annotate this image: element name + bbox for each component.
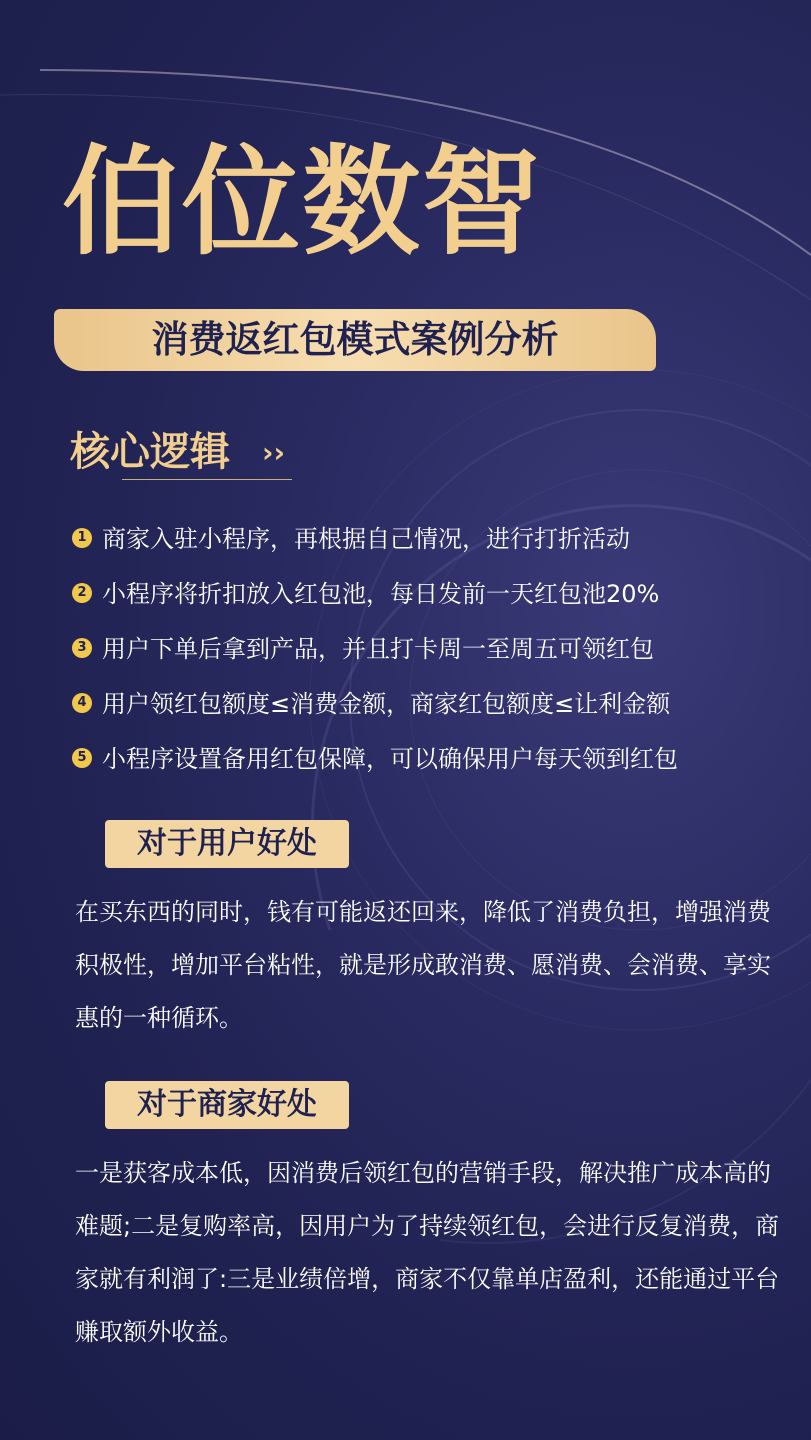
logic-item [70, 518, 790, 573]
logic-item [70, 573, 790, 628]
number-badge-icon: 3 [72, 638, 92, 658]
merchant-benefit-text: 一是获客成本低，因消费后领红包的营销手段，解决推广成本高的难题;二是复购率高，因用户为了持续领红包，会进行反复消费，商家就有利润了:三是业绩倍增，商家不仅靠单店盈利，还能通过平台赚取额外收益。 [75, 1159, 780, 1346]
number-badge-icon: 5 [72, 748, 92, 768]
core-logic-list [70, 518, 790, 793]
subtitle-text: 消费返红包模式案例分析 [151, 318, 559, 361]
logic-item-text: 用户领红包额度≤消费金额，商家红包额度≤让利金额 [102, 690, 671, 718]
logic-item [70, 683, 790, 738]
user-benefit-text: 在买东西的同时，钱有可能返还回来，降低了消费负担，增强消费积极性，增加平台粘性，就是形成敢消费、愿消费、会消费、享实惠的一种循环。 [75, 898, 771, 1032]
merchant-benefit-label: 对于商家好处 [137, 1087, 317, 1122]
logic-item [70, 628, 790, 683]
double-chevron-right-icon: ›› [262, 436, 286, 469]
merchant-benefit-tag [105, 1081, 349, 1129]
logic-item-text: 用户下单后拿到产品，并且打卡周一至周五可领红包 [102, 635, 654, 663]
logic-item [70, 738, 790, 793]
subtitle-banner [54, 309, 656, 371]
brand-title: 伯位数智 [62, 133, 543, 271]
number-badge-icon: 2 [72, 583, 92, 603]
logic-item-text: 商家入驻小程序，再根据自己情况，进行打折活动 [102, 525, 630, 553]
logic-item-text: 小程序设置备用红包保障，可以确保用户每天领到红包 [102, 745, 678, 773]
user-benefit-tag [105, 820, 349, 868]
logic-item-text: 小程序将折扣放入红包池，每日发前一天红包池20% [102, 580, 660, 608]
number-badge-icon: 4 [72, 693, 92, 713]
number-badge-icon: 1 [72, 528, 92, 548]
section-heading: 核心逻辑 [70, 429, 230, 475]
user-benefit-label: 对于用户好处 [137, 826, 317, 861]
heading-underline [122, 479, 292, 480]
